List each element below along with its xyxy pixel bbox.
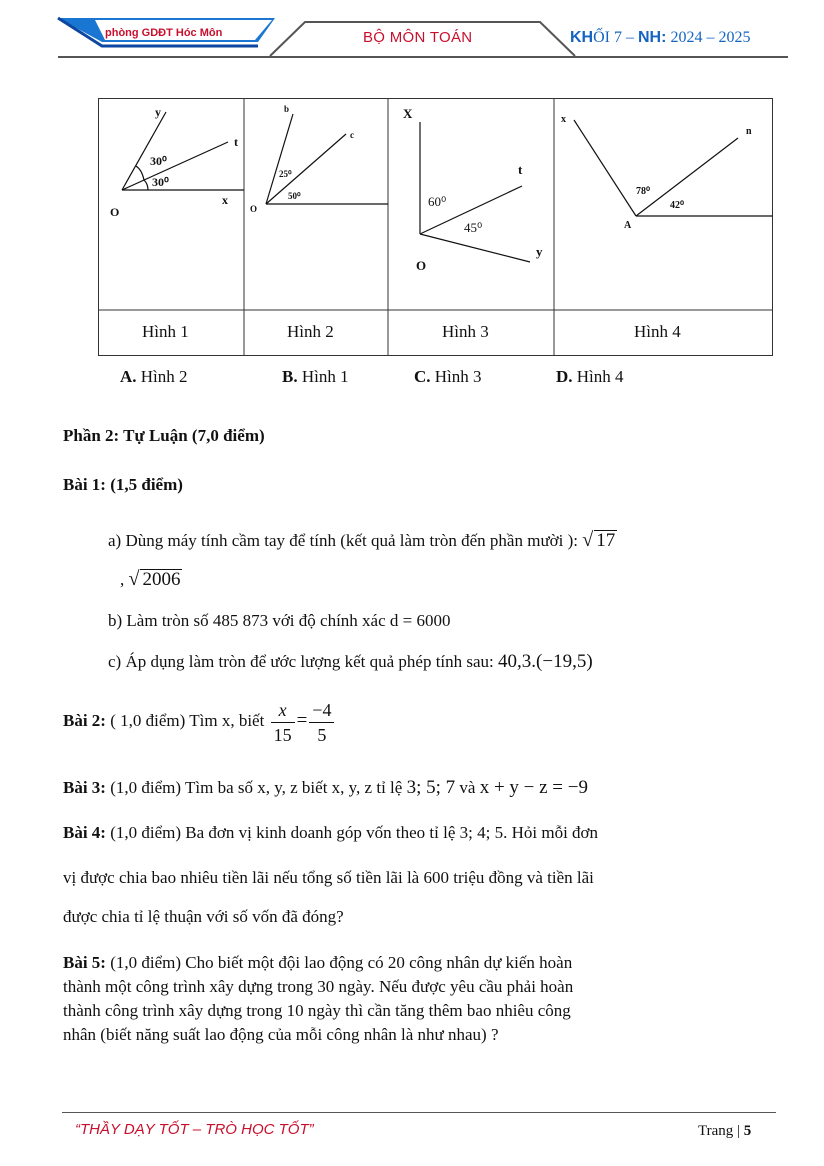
department-title: BỘ MÔN TOÁN	[363, 29, 473, 46]
fig1-arc-1	[136, 166, 144, 180]
fraction-x-15	[271, 698, 295, 747]
frac1-num: x	[271, 698, 295, 723]
bai4-line2: vị được chia bao nhiêu tiền lãi nếu tổng số tiền lãi là 600 triệu đồng và tiền lãi	[63, 868, 594, 887]
frac2-den: 5	[317, 724, 327, 745]
fig2-label-c: c	[350, 130, 354, 140]
caption-hinh-1: Hình 1	[142, 322, 189, 341]
bai3	[63, 777, 588, 799]
bai2-text: ( 1,0 điểm) Tìm x, biết	[105, 711, 269, 730]
fig2-angle-bottom: 50⁰	[288, 191, 301, 201]
fig1-label-x: x	[222, 193, 228, 207]
fig3-label-o: O	[416, 258, 427, 273]
choice-b	[282, 367, 349, 387]
fig4-label-x: x	[561, 114, 566, 125]
sqrt-symbol: √	[128, 568, 140, 590]
fig3-angle-top: 60⁰	[428, 194, 447, 209]
bai1-c-math: 40,3.(−19,5)	[498, 651, 593, 672]
fig4-label-n: n	[746, 126, 752, 137]
choice-d	[556, 367, 624, 387]
part2-title: Phần 2: Tự Luận (7,0 điểm)	[63, 426, 265, 445]
footer-slogan: “THẦY DẠY TỐT – TRÒ HỌC TỐT”	[75, 1121, 314, 1138]
bai5-line1-text: (1,0 điểm) Cho biết một đội lao động có 20 công nhân dự kiến hoàn	[105, 953, 573, 972]
choice-a	[120, 367, 188, 387]
bai3-equation: x + y − z = −9	[479, 777, 588, 798]
fig4-angle-left: 78⁰	[636, 186, 651, 197]
fig4-ray-an	[636, 138, 738, 216]
header-rule	[58, 56, 788, 58]
bai5-label: Bài 5:	[63, 953, 106, 972]
grade-years: 2024 – 2025	[666, 29, 751, 46]
angle-figures-table	[98, 98, 773, 356]
bai4-line1-text: (1,0 điểm) Ba đơn vị kinh doanh góp vốn theo tỉ lệ 3; 4; 5. Hỏi mỗi đơn	[105, 823, 599, 842]
bai1-a-sqrt2: 2006	[142, 569, 181, 590]
page-number-value: 5	[743, 1123, 752, 1139]
page-label: Trang |	[698, 1123, 744, 1139]
fig1-angle-top: 30⁰	[150, 154, 167, 168]
figure-1	[122, 112, 244, 190]
choice-c	[414, 367, 482, 387]
bai1-a-text: a) Dùng máy tính cầm tay để tính (kết quả làm tròn đến phần mười ):	[108, 531, 583, 550]
choice-c-text: Hình 3	[430, 367, 482, 386]
bai3-text: (1,0 điểm) Tìm ba số x, y, z biết x, y, z tỉ lệ	[105, 778, 407, 797]
fig2-label-b: b	[284, 104, 290, 114]
page-number	[698, 1123, 751, 1140]
bai1-a	[108, 529, 617, 552]
grade-mid: ỐI 7 –	[593, 29, 638, 46]
caption-hinh-2: Hình 2	[287, 322, 334, 341]
bai4-line3: được chia tỉ lệ thuận với số vốn đã đóng?	[63, 907, 344, 926]
bai3-label: Bài 3:	[63, 778, 106, 797]
fig4-label-a: A	[624, 220, 632, 231]
bai5-line4: nhân (biết năng suất lao động của mỗi công nhân là như nhau) ?	[63, 1025, 499, 1044]
figure-3	[420, 122, 530, 262]
fig4-ray-ax	[574, 120, 636, 216]
bai1-c-text: c) Áp dụng làm tròn để ước lượng kết quả phép tính sau:	[108, 652, 499, 671]
choice-d-text: Hình 4	[572, 367, 624, 386]
bai2-eq: =	[296, 710, 308, 731]
footer-rule	[62, 1112, 776, 1113]
fig2-label-o: O	[250, 204, 258, 214]
caption-hinh-4: Hình 4	[634, 322, 681, 341]
fig3-angle-bottom: 45⁰	[464, 220, 483, 235]
bai5-line1	[63, 952, 572, 974]
fig3-ray-oy	[420, 234, 530, 262]
sqrt-symbol: √	[582, 529, 594, 551]
fraction-neg4-5	[309, 698, 334, 747]
grade-prefix: KH	[570, 29, 594, 46]
bai2-label: Bài 2:	[63, 711, 106, 730]
fig1-angle-bottom: 30⁰	[152, 175, 169, 189]
bai4-label: Bài 4:	[63, 823, 106, 842]
choice-a-letter: A.	[120, 367, 137, 386]
bai4-line1	[63, 822, 598, 844]
fig3-label-y: y	[536, 244, 543, 259]
bai1-title: Bài 1: (1,5 điểm)	[63, 475, 183, 494]
bai3-mid: và	[455, 778, 480, 797]
frac1-den: 15	[273, 724, 292, 745]
bai3-ratio: 3; 5; 7	[406, 777, 456, 798]
frac2-num: −4	[309, 698, 334, 723]
grade-year-label	[570, 29, 750, 47]
choice-b-letter: B.	[282, 367, 298, 386]
fig1-label-y: y	[155, 105, 161, 119]
fig1-arc-2	[144, 180, 148, 190]
fig1-ray-ot	[122, 142, 228, 190]
fig1-label-t: t	[234, 135, 238, 149]
grade-nh: NH:	[638, 29, 667, 46]
choice-c-letter: C.	[414, 367, 431, 386]
bai1-c	[108, 651, 593, 673]
fig3-label-x: X	[403, 106, 413, 121]
bai1-a-cont	[120, 568, 182, 591]
fig4-angle-right: 42⁰	[670, 200, 685, 211]
bai1-a-sqrt1: 17	[596, 530, 616, 551]
bai2	[63, 693, 336, 749]
fig1-label-o: O	[110, 205, 120, 219]
school-label: phòng GDĐT Hóc Môn	[105, 27, 223, 39]
choice-b-text: Hình 1	[297, 367, 349, 386]
figure-2	[266, 114, 388, 204]
bai1-b: b) Làm tròn số 485 873 với độ chính xác d = 6000	[108, 611, 451, 630]
fig2-ray-oc	[266, 134, 346, 204]
fig3-label-t: t	[518, 162, 523, 177]
caption-hinh-3: Hình 3	[442, 322, 489, 341]
choice-d-letter: D.	[556, 367, 573, 386]
choice-a-text: Hình 2	[136, 367, 188, 386]
bai1-a-comma: ,	[120, 570, 125, 589]
bai5-line3: thành công trình xây dựng trong 10 ngày thì cần tăng thêm bao nhiêu công	[63, 1001, 571, 1020]
fig2-angle-top: 25⁰	[279, 169, 292, 179]
bai5-line2: thành một công trình xây dựng trong 30 ngày. Nếu được yêu cầu phải hoàn	[63, 977, 574, 996]
